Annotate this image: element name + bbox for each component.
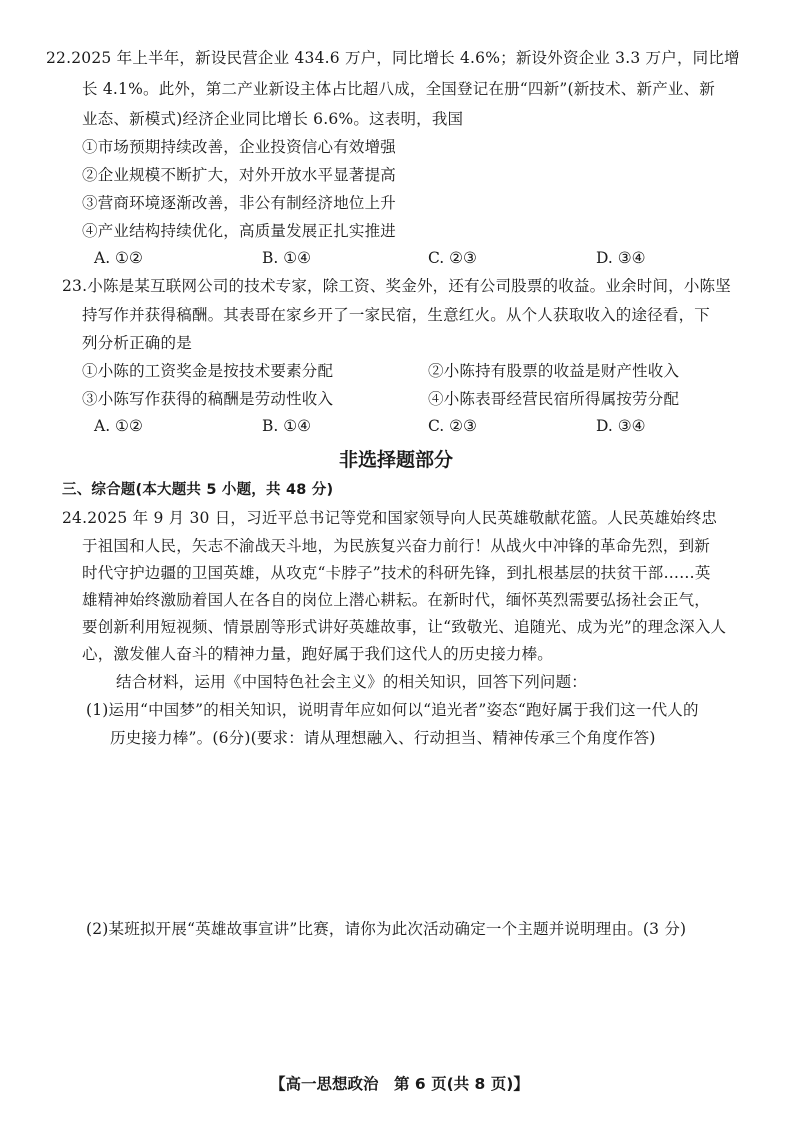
q23-stem-line-1: 23.小陈是某互联网公司的技术专家，除工资、奖金外，还有公司股票的收益。业余时间，小陈坚	[62, 277, 731, 295]
q24-material-line-2: 于祖国和人民，矢志不渝战天斗地，为民族复兴奋力前行！从战火中冲锋的革命先烈，到新	[82, 537, 711, 555]
q22-option-a: A. ①②	[94, 249, 143, 267]
q24-material-line-3: 时代守护边疆的卫国英雄，从攻克“卡脖子”技术的科研先锋，到扎根基层的扶贫干部……英	[82, 564, 711, 582]
q24-sub1-line-1: (1)运用“中国梦”的相关知识，说明青年应如何以“追光者”姿态“跑好属于我们这一代人的	[86, 701, 699, 719]
q23-statement-2: ②小陈持有股票的收益是财产性收入	[428, 362, 680, 380]
q23-option-b: B. ①④	[262, 417, 312, 435]
section-3-header: 三、综合题(本大题共 5 小题，共 48 分)	[62, 482, 334, 498]
q23-option-d: D. ③④	[596, 417, 646, 435]
q23-option-c: C. ②③	[428, 417, 477, 435]
q22-stem-line-2: 长 4.1%。此外，第二产业新设主体占比超八成，全国登记在册“四新”(新技术、新产业、新	[82, 80, 716, 98]
page-footer: 【高一思想政治 第 6 页(共 8 页)】	[270, 1075, 529, 1093]
section-title: 非选择题部分	[339, 449, 454, 471]
q24-material-line-4: 雄精神始终激励着国人在各自的岗位上潜心耕耘。在新时代，缅怀英烈需要弘扬社会正气，	[82, 591, 711, 609]
q23-statement-3: ③小陈写作获得的稿酬是劳动性收入	[82, 390, 334, 408]
q23-option-a: A. ①②	[94, 417, 143, 435]
q22-statement-4: ④产业结构持续优化，高质量发展正扎实推进	[82, 222, 397, 240]
q23-stem-line-3: 列分析正确的是	[82, 334, 192, 352]
q23-statement-4: ④小陈表哥经营民宿所得属按劳分配	[428, 390, 680, 408]
q24-sub1-line-2: 历史接力棒”。(6分)(要求：请从理想融入、行动担当、精神传承三个角度作答)	[110, 729, 656, 747]
q22-option-b: B. ①④	[262, 249, 312, 267]
q24-instruction: 结合材料，运用《中国特色社会主义》的相关知识，回答下列问题：	[116, 673, 588, 691]
q24-material-line-5: 要创新利用短视频、情景剧等形式讲好英雄故事，让“致敬光、追随光、成为光”的理念深入人	[82, 618, 727, 636]
q22-statement-2: ②企业规模不断扩大，对外开放水平显著提高	[82, 166, 397, 184]
q24-material-line-6: 心，激发催人奋斗的精神力量，跑好属于我们这代人的历史接力棒。	[82, 645, 554, 663]
q23-stem-line-2: 持写作并获得稿酬。其表哥在家乡开了一家民宿，生意红火。从个人获取收入的途径看，下	[82, 306, 711, 324]
q22-statement-1: ①市场预期持续改善，企业投资信心有效增强	[82, 138, 397, 156]
q22-option-c: C. ②③	[428, 249, 477, 267]
q23-statement-1: ①小陈的工资奖金是按技术要素分配	[82, 362, 334, 380]
q22-statement-3: ③营商环境逐渐改善，非公有制经济地位上升	[82, 194, 397, 212]
q22-stem-line-1: 22.2025 年上半年，新设民营企业 434.6 万户，同比增长 4.6%；新设外资企业 3.3 万户，同比增	[46, 49, 740, 67]
q22-option-d: D. ③④	[596, 249, 646, 267]
q22-stem-line-3: 业态、新模式)经济企业同比增长 6.6%。这表明，我国	[82, 110, 464, 128]
q24-material-line-1: 24.2025 年 9 月 30 日，习近平总书记等党和国家领导向人民英雄敬献花篮。人民英雄始终忠	[62, 509, 718, 527]
q24-sub2: (2)某班拟开展“英雄故事宣讲”比赛，请你为此次活动确定一个主题并说明理由。(3 分)	[86, 920, 687, 938]
